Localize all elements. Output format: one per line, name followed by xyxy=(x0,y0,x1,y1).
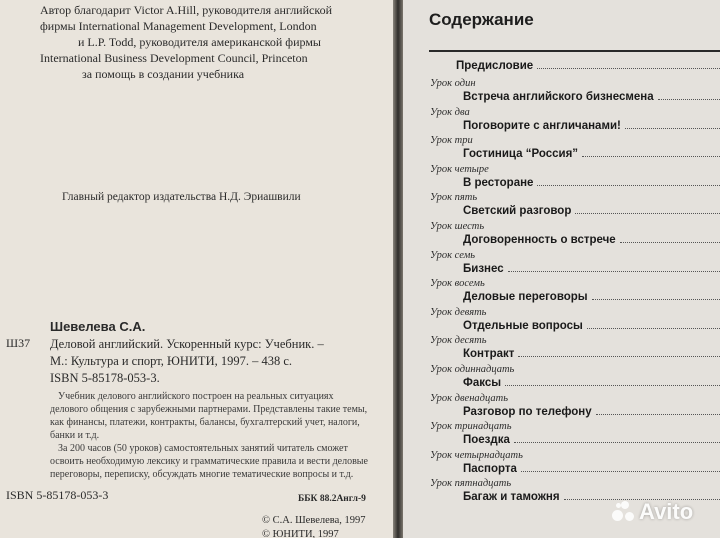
toc-leader xyxy=(537,68,720,69)
toc-leader xyxy=(575,213,720,214)
toc-lesson-label: Урок восемь xyxy=(430,278,485,290)
toc-lesson-label: Урок десять xyxy=(430,335,487,347)
toc-lesson-title: Гостиница “Россия” xyxy=(463,148,579,161)
annotation-line: банки и т.д. xyxy=(50,430,100,441)
toc-lesson-title: Светский разговор xyxy=(463,205,572,218)
toc-leader xyxy=(537,185,720,186)
annotation-line: делового общения с зарубежными партнерами. Представлены такие темы, xyxy=(50,404,368,415)
toc-leader xyxy=(658,99,720,100)
ack-line: и L.P. Todd, руководителя американской фирмы xyxy=(78,35,321,49)
author-name: Шевелева С.А. xyxy=(50,319,146,334)
annotation-line: как финансы, платежи, контракты, балансы, бухгалтерский учет, налоги, xyxy=(50,417,360,428)
annotation-line: освоить необходимую лексику и грамматические правила и вести деловые xyxy=(50,456,368,467)
title-rule xyxy=(429,50,720,52)
toc-lesson-label: Урок четырнадцать xyxy=(430,449,523,461)
annotation-line: За 200 часов (50 уроков) самостоятельных занятий читатель сможет xyxy=(58,443,348,454)
toc-leader xyxy=(521,471,720,472)
catalog-code: Ш37 xyxy=(6,336,31,350)
toc-lesson-title: Поговорите с англичанами! xyxy=(463,119,621,132)
bibliographic-record xyxy=(50,336,324,387)
toc-lesson-label: Урок шесть xyxy=(430,221,485,232)
toc-lesson-title: Разговор по телефону xyxy=(463,405,592,418)
annotation-line: Учебник делового английского построен на реальных ситуациях xyxy=(58,391,334,402)
watermark-text: Avito xyxy=(639,499,694,524)
toc-leader xyxy=(514,442,720,443)
toc-lesson-label: Урок три xyxy=(430,135,473,147)
annotation-line: переговоры, переписку, обсуждать многие тематические вопросы и т.д. xyxy=(50,469,354,480)
isbn: ISBN 5-85178-053-3 xyxy=(6,488,109,502)
toc-lesson-label: Урок одиннадцать xyxy=(430,364,515,375)
toc-lesson-title: Паспорта xyxy=(463,462,517,475)
toc-leader xyxy=(518,356,720,357)
avito-logo-icon xyxy=(612,501,634,523)
toc-lesson-label: Урок пятнадцать xyxy=(430,478,512,490)
toc-lesson-title: Встреча английского бизнесмена xyxy=(463,91,654,103)
copyright-line: © ЮНИТИ, 1997 xyxy=(262,529,339,538)
toc-lesson-title: Деловые переговоры xyxy=(463,291,588,304)
bbk-code: ББК 88.2Англ-9 xyxy=(298,494,366,504)
watermark xyxy=(612,499,693,525)
annotation xyxy=(50,390,368,481)
toc-lesson-title: Багаж и таможня xyxy=(463,491,560,504)
toc-lesson-label: Урок два xyxy=(430,106,470,118)
toc-lesson-label: Урок девять xyxy=(430,306,487,318)
toc-leader xyxy=(596,414,720,415)
toc-lesson-title: Отдельные вопросы xyxy=(463,319,583,332)
right-page xyxy=(403,0,720,538)
toc-lesson-label: Урок один xyxy=(430,78,476,89)
ack-line: фирмы International Management Development, London xyxy=(40,19,317,33)
ack-line: International Business Development Council, Princeton xyxy=(40,51,308,65)
bib-line: М.: Культура и спорт, ЮНИТИ, 1997. – 438 с. xyxy=(50,354,293,368)
bib-line: ISBN 5-85178-053-3. xyxy=(50,371,160,385)
toc-lesson-title: Бизнес xyxy=(463,262,504,275)
ack-line: за помощь в создании учебника xyxy=(82,67,245,81)
ack-line: Автор благодарит Victor A.Hill, руководителя английской xyxy=(40,3,332,17)
toc-entry-preface: Предисловие xyxy=(456,60,534,72)
acknowledgement xyxy=(40,2,332,82)
toc-lesson-label: Урок тринадцать xyxy=(430,421,512,433)
toc-leader xyxy=(592,299,720,300)
toc-lesson-label: Урок семь xyxy=(430,249,476,261)
toc-leader xyxy=(582,156,720,157)
toc-lesson-label: Урок двенадцать xyxy=(430,392,508,404)
copyright-line: © С.А. Шевелева, 1997 xyxy=(262,515,366,526)
toc-lesson-title: Договоренность о встрече xyxy=(463,234,616,246)
toc-lesson-label: Урок пять xyxy=(430,192,478,204)
toc-leader xyxy=(620,242,720,243)
toc-lesson-title: Контракт xyxy=(463,348,515,361)
copyright xyxy=(262,514,366,538)
book-spine xyxy=(393,0,403,538)
toc-lesson-label: Урок четыре xyxy=(430,163,489,175)
toc-leader xyxy=(587,328,720,329)
toc-leader xyxy=(625,128,720,129)
bib-line: Деловой английский. Ускоренный курс: Учебник. – xyxy=(50,337,324,351)
toc-lesson-title: Факсы xyxy=(463,377,502,389)
toc-lesson-title: Поездка xyxy=(463,434,510,447)
toc-lesson-title: В ресторане xyxy=(463,176,534,189)
toc-leader xyxy=(508,271,720,272)
chief-editor-line: Главный редактор издательства Н.Д. Эриашвили xyxy=(62,191,301,203)
toc-leader xyxy=(505,385,720,386)
toc-title: Содержание xyxy=(429,10,534,29)
